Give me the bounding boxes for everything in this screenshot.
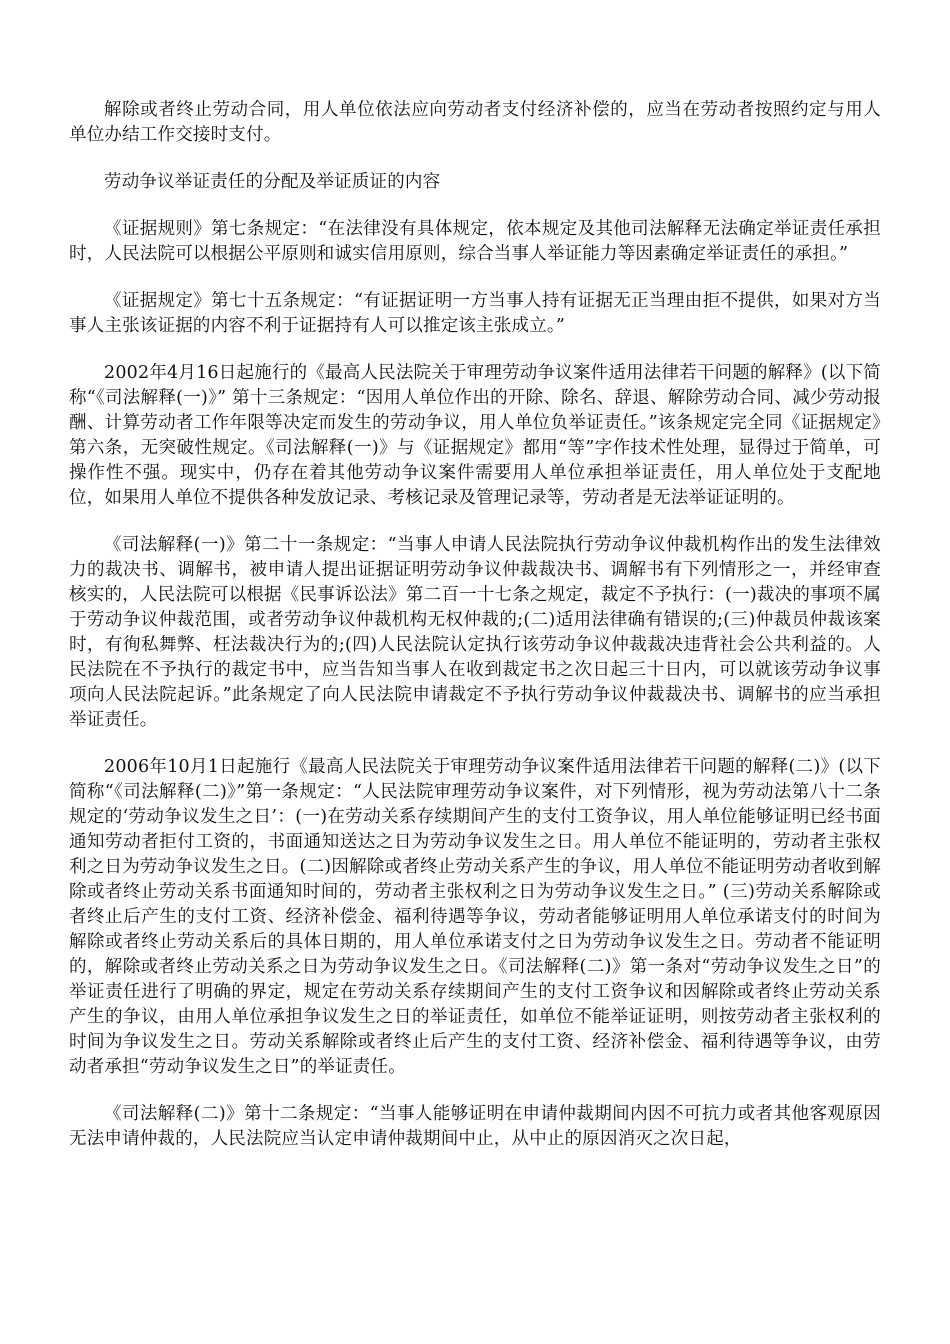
document-page: [69, 98, 881, 1174]
section-heading: 劳动争议举证责任的分配及举证质证的内容: [104, 172, 441, 192]
paragraph-judicial-interpretation-1-art21: 《司法解释(一)》第二十一条规定：“当事人申请人民法院执行劳动争议仲裁机构作出的发生法律效力的裁决书、调解书，被申请人提出证据证明劳动争议仲裁裁决书、调解书有下列情形之一，并经审查核实的，人民法院可以根据《民事诉讼法》第二百一十七条之规定，裁定不予执行：(一)裁决的事项不属于劳动争议仲裁范围，或者劳动争议仲裁机构无权仲裁的;(二)适用法律确有错误的;(三)仲裁员仲裁该案时，有徇私舞弊、枉法裁决行为的;(四)人民法院认定执行该劳动争议仲裁裁决违背社会公共利益的。人民法院在不予执行的裁定书中，应当告知当事人在收到裁定书之次日起三十日内，可以就该劳动争议事项向人民法院起诉。”此条规定了向人民法院申请裁定不予执行劳动争议仲裁裁决书、调解书的应当承担举证责任。: [69, 535, 881, 730]
paragraph-judicial-interpretation-2-art1: 2006年10月1日起施行《最高人民法院关于审理劳动争议案件适用法律若干问题的解释(二)》(以下简称“《司法解释(二)》”第一条规定：“人民法院审理劳动争议案件，对下列情形，视为劳动法第八十二条规定的‘劳动争议发生之日’：(一)在劳动关系存续期间产生的支付工资争议，用人单位能够证明已经书面通知劳动者拒付工资的，书面通知送达之日为劳动争议发生之日。用人单位不能证明的，劳动者主张权利之日为劳动争议发生之日。(二)因解除或者终止劳动关系产生的争议，用人单位不能证明劳动者收到解除或者终止劳动关系书面通知时间的，劳动者主张权利之日为劳动争议发生之日。” (三)劳动关系解除或者终止后产生的支付工资、经济补偿金、福利待遇等争议，劳动者能够证明用人单位承诺支付的时间为解除或者终止劳动关系后的具体日期的，用人单位承诺支付之日为劳动争议发生之日。劳动者不能证明的，解除或者终止劳动关系之日为劳动争议发生之日。《司法解释(二)》第一条对“劳动争议发生之日”的举证责任进行了明确的界定，规定在劳动关系存续期间产生的支付工资争议和因解除或者终止劳动关系产生的争议，由用人单位承担争议发生之日的举证责任，如单位不能举证证明，则按劳动者主张权利的时间为争议发生之日。劳动关系解除或者终止后产生的支付工资、经济补偿金、福利待遇等争议，由劳动者承担“劳动争议发生之日”的举证责任。: [69, 757, 881, 1077]
paragraph-compensation-payment: 解除或者终止劳动合同，用人单位依法应向劳动者支付经济补偿的，应当在劳动者按照约定与用人单位办结工作交接时支付。: [69, 100, 881, 145]
paragraph-judicial-interpretation-2-art12: 《司法解释(二)》第十二条规定：“当事人能够证明在申请仲裁期间内因不可抗力或者其他客观原因无法申请仲裁的，人民法院应当认定申请仲裁期间中止，从中止的原因消灭之次日起，: [69, 1104, 881, 1149]
paragraph-judicial-interpretation-1-art13: 2002年4月16日起施行的《最高人民法院关于审理劳动争议案件适用法律若干问题的解释》(以下简称“《司法解释(一)》” 第十三条规定：“因用人单位作出的开除、除名、辞退、解除劳动合同、减少劳动报酬、计算劳动者工作年限等决定而发生的劳动争议，用人单位负举证责任。”该条规定完全同《证据规定》第六条，无突破性规定。《司法解释(一)》与《证据规定》都用“等”字作技术性处理，显得过于简单，可操作性不强。现实中，仍存在着其他劳动争议案件需要用人单位承担举证责任，用人单位处于支配地位，如果用人单位不提供各种发放记录、考核记录及管理记录等，劳动者是无法举证证明的。: [69, 363, 881, 508]
paragraph-evidence-rules-art75: 《证据规定》第七十五条规定：“有证据证明一方当事人持有证据无正当理由拒不提供，如果对方当事人主张该证据的内容不利于证据持有人可以推定该主张成立。”: [69, 291, 881, 336]
paragraph-evidence-rules-art7: 《证据规则》第七条规定：“在法律没有具体规定，依本规定及其他司法解释无法确定举证责任承担时，人民法院可以根据公平原则和诚实信用原则，综合当事人举证能力等因素确定举证责任的承担。”: [69, 219, 881, 264]
